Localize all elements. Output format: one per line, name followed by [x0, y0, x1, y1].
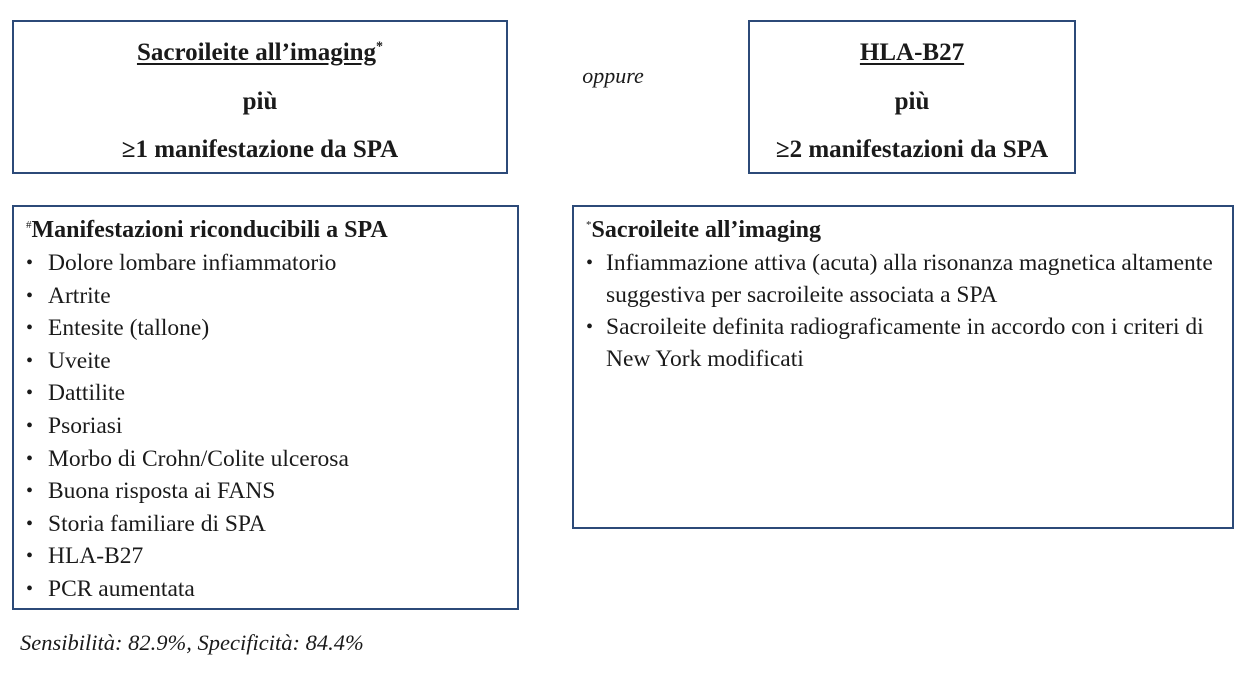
list-item: • Sacroileite definita radiograficamente in accordo con i criteri di New York modificati	[586, 311, 1218, 375]
list-item: • Artrite	[26, 280, 517, 313]
list-item: • Infiammazione attiva (acuta) alla risonanza magnetica altamente suggestiva per sacroileite associata a SPA	[586, 247, 1218, 311]
imaging-arm-title-line	[14, 38, 506, 68]
list-item: • Dolore lombare infiammatorio	[26, 247, 517, 280]
manifestations-heading: Manifestazioni riconducibili a SPA	[31, 217, 388, 243]
list-item: • Dattilite	[26, 377, 517, 410]
manifestations-heading-line	[26, 215, 517, 245]
hla-arm-title-line	[750, 38, 1074, 68]
hla-arm-connector: più	[894, 88, 930, 115]
imaging-arm-title: Sacroileite all’imaging	[136, 39, 377, 66]
imaging-definition-list	[586, 247, 1218, 375]
imaging-definition-marker: *	[586, 219, 592, 231]
list-item: • Uveite	[26, 345, 517, 378]
imaging-arm-box	[12, 20, 508, 174]
list-item: • Buona risposta ai FANS	[26, 475, 517, 508]
imaging-arm-connector: più	[242, 88, 278, 115]
hla-arm-box	[748, 20, 1076, 174]
imaging-arm-requirement: ≥1 manifestazione da SPA	[121, 136, 399, 163]
list-item: • Entesite (tallone)	[26, 312, 517, 345]
imaging-arm-title-marker: *	[376, 39, 384, 55]
imaging-definition-heading-line	[586, 215, 1218, 245]
imaging-definition-heading: Sacroileite all’imaging	[591, 217, 822, 243]
list-item: • Psoriasi	[26, 410, 517, 443]
imaging-definition-box	[572, 205, 1234, 529]
list-item: • Morbo di Crohn/Colite ulcerosa	[26, 443, 517, 476]
list-item: • Storia familiare di SPA	[26, 508, 517, 541]
hla-arm-requirement: ≥2 manifestazioni da SPA	[775, 136, 1049, 163]
manifestations-marker: #	[26, 219, 32, 231]
criteria-separator: oppure	[582, 63, 644, 88]
manifestations-box	[12, 205, 519, 610]
list-item: • PCR aumentata	[26, 573, 517, 606]
list-item: • HLA-B27	[26, 540, 517, 573]
hla-arm-title: HLA-B27	[859, 39, 965, 66]
sensitivity-specificity-note: Sensibilità: 82.9%, Specificità: 84.4%	[20, 630, 364, 655]
manifestations-list	[26, 247, 517, 606]
